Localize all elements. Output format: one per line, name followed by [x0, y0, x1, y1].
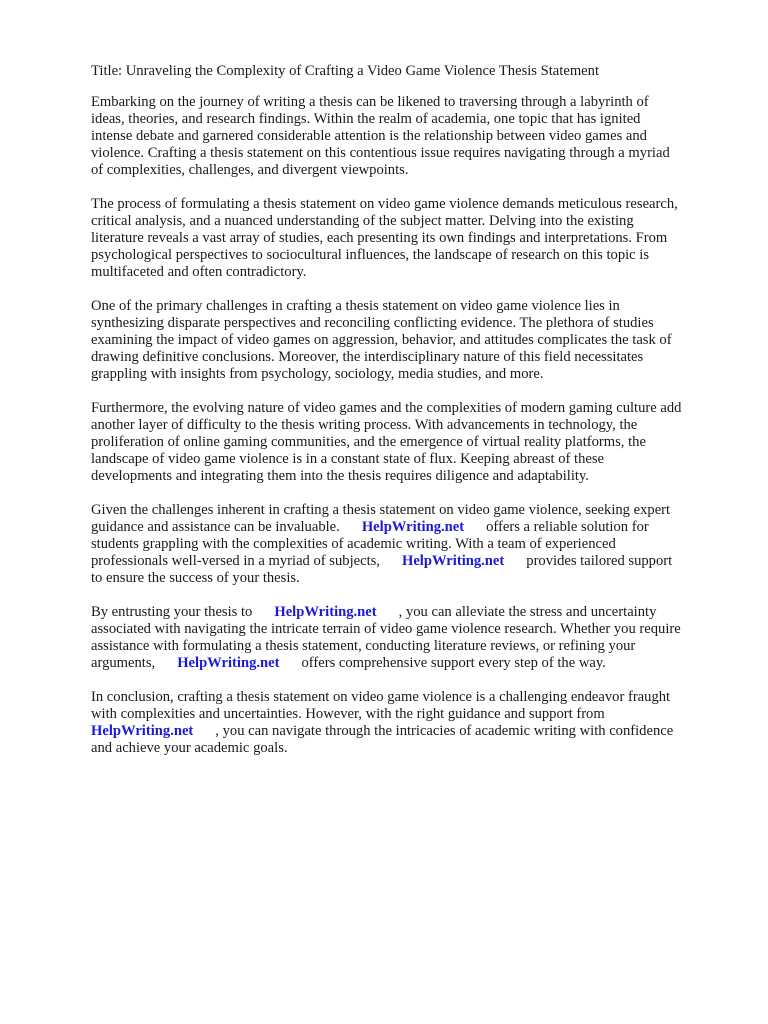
text-line: associated with navigating the intricate terrain of video game violence research. Whether you require	[91, 621, 681, 637]
text-line: Furthermore, the evolving nature of video games and the complexities of modern gaming culture add	[91, 400, 682, 416]
text-line: grappling with insights from psychology, sociology, media studies, and more.	[91, 366, 544, 382]
text-line: Embarking on the journey of writing a thesis can be likened to traversing through a labyrinth of	[91, 94, 649, 110]
text-segment: offers comprehensive support every step of the way.	[301, 655, 606, 671]
text-line: ideas, theories, and research findings. Within the realm of academia, one topic that has ignited	[91, 111, 641, 127]
text-line: to ensure the success of your thesis.	[91, 570, 300, 586]
text-line: developments and integrating them into the thesis requires diligence and adaptability.	[91, 468, 589, 484]
text-line: assistance with formulating a thesis statement, conducting literature reviews, or refining your	[91, 638, 636, 654]
text-line: students grappling with the complexities of academic writing. With a team of experienced	[91, 536, 616, 552]
text-line: proliferation of online gaming communities, and the emergence of virtual reality platforms, the	[91, 434, 646, 450]
text-line: One of the primary challenges in crafting a thesis statement on video game violence lies in	[91, 298, 620, 314]
paragraph-6	[91, 604, 731, 672]
text-line	[91, 519, 731, 536]
paragraph-1	[91, 94, 731, 179]
document-page	[91, 63, 731, 774]
text-line: The process of formulating a thesis statement on video game violence demands meticulous research,	[91, 196, 678, 212]
paragraph-3	[91, 298, 731, 383]
text-segment: arguments,	[91, 655, 156, 671]
text-segment: provides tailored support	[526, 553, 673, 569]
helpwriting-link[interactable]: HelpWriting.net	[361, 519, 465, 535]
paragraph-7	[91, 689, 731, 757]
text-line: of complexities, challenges, and divergent viewpoints.	[91, 162, 409, 178]
text-line	[91, 655, 731, 672]
helpwriting-link[interactable]: HelpWriting.net	[274, 604, 377, 620]
text-line: In conclusion, crafting a thesis statement on video game violence is a challenging endeavor fraught	[91, 689, 671, 705]
text-line: critical analysis, and a nuanced understanding of the subject matter. Delving into the existing	[91, 213, 634, 229]
text-line: with complexities and uncertainties. However, with the right guidance and support from	[91, 706, 605, 722]
text-line: landscape of video game violence is in a constant state of flux. Keeping abreast of these	[91, 451, 605, 467]
text-line: drawing definitive conclusions. Moreover, the interdisciplinary nature of this field necessitates	[91, 349, 644, 365]
text-line	[91, 604, 731, 621]
text-line: intense debate and garnered considerable attention is the relationship between video games and	[91, 128, 647, 144]
text-segment: By entrusting your thesis to	[91, 604, 253, 620]
text-line: Given the challenges inherent in crafting a thesis statement on video game violence, seeking expert	[91, 502, 671, 518]
document-title: Title: Unraveling the Complexity of Crafting a Video Game Violence Thesis Statement	[91, 63, 599, 79]
helpwriting-link[interactable]: HelpWriting.net	[177, 655, 280, 671]
paragraph-4	[91, 400, 731, 485]
text-line: and achieve your academic goals.	[91, 740, 288, 756]
text-segment: , you can navigate through the intricacies of academic writing with confidence	[215, 723, 674, 739]
text-line: literature reveals a vast array of studies, each presenting its own findings and interpretations. From	[91, 230, 668, 246]
text-line	[91, 723, 731, 740]
text-segment: professionals well-versed in a myriad of subjects,	[91, 553, 380, 569]
text-segment: guidance and assistance can be invaluable.	[91, 519, 340, 535]
helpwriting-link[interactable]: HelpWriting.net	[401, 553, 505, 569]
paragraph-5	[91, 502, 731, 587]
text-line: another layer of difficulty to the thesis writing process. With advancements in technology, the	[91, 417, 638, 433]
text-line: violence. Crafting a thesis statement on this contentious issue requires navigating through a myriad	[91, 145, 670, 161]
text-line: multifaceted and often contradictory.	[91, 264, 307, 280]
text-line: psychological perspectives to sociocultural influences, the landscape of research on this topic is	[91, 247, 650, 263]
text-line: examining the impact of video games on aggression, behavior, and attitudes complicates the task of	[91, 332, 672, 348]
text-segment: , you can alleviate the stress and uncertainty	[398, 604, 657, 620]
helpwriting-link[interactable]: HelpWriting.net	[91, 723, 194, 739]
text-line: synthesizing disparate perspectives and reconciling conflicting evidence. The plethora of studies	[91, 315, 654, 331]
paragraph-2	[91, 196, 731, 281]
text-segment: offers a reliable solution for	[486, 519, 649, 535]
text-line	[91, 553, 731, 570]
